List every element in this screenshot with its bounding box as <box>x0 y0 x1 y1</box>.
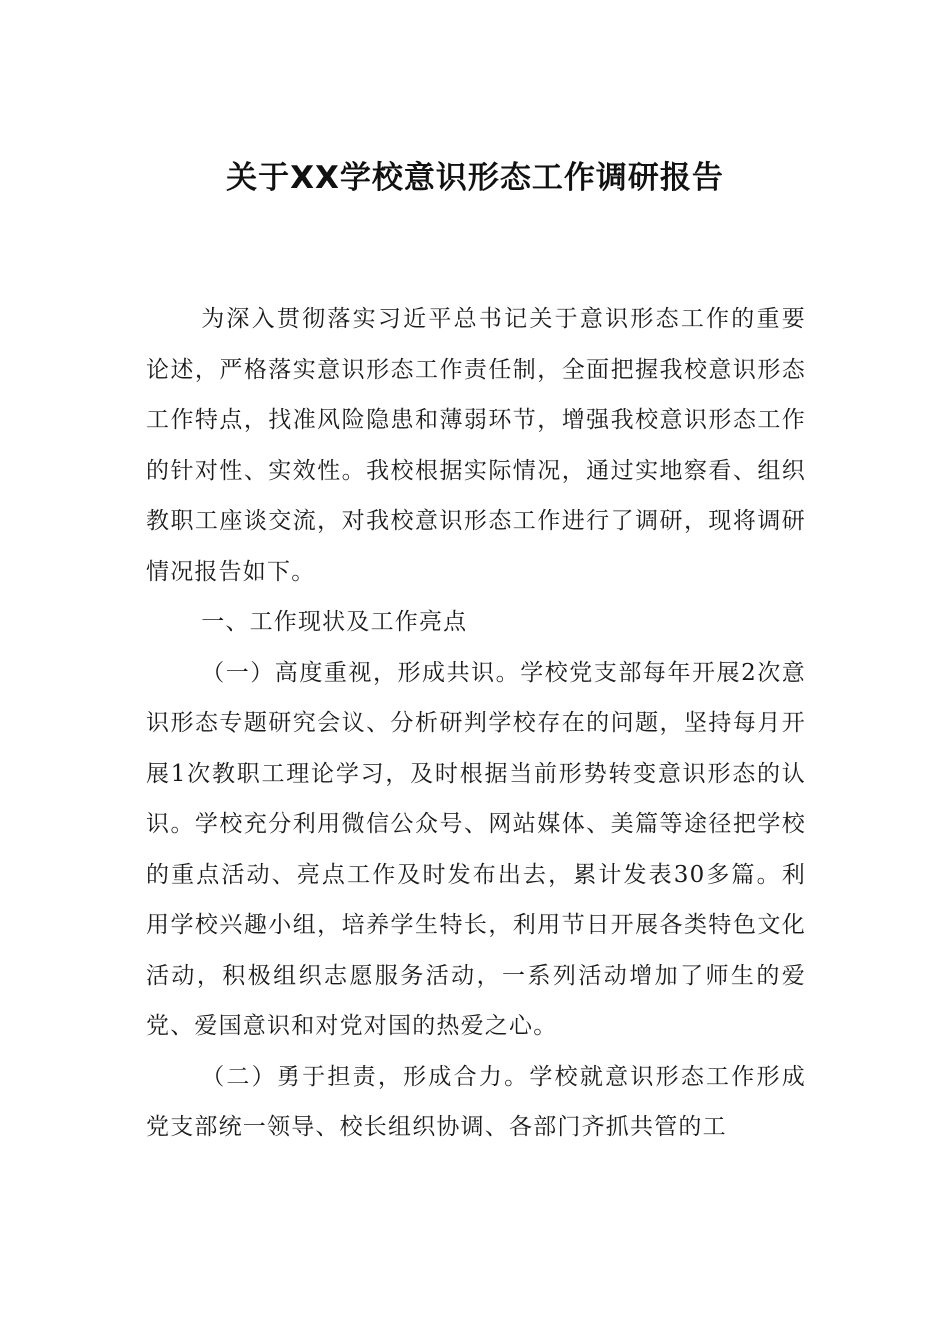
section-heading: 一、工作现状及工作亮点 <box>201 609 468 635</box>
subsection-paragraph-1: （一）高度重视，形成共识。学校党支部每年开展2次意识形态专题研究会议、分析研判学校存在的问题，坚持每月开展1次教职工理论学习，及时根据当前形势转变意识形态的认识。学校充分利用微信公众号、网站媒体、美篇等途径把学校的重点活动、亮点工作及时发布出去，累计发表30多篇。利用学校兴趣小组，培养学生特长，利用节日开展各类特色文化活动，积极组织志愿服务活动，一系列活动增加了师生的爱党、爱国意识和对党对国的热爱之心。 <box>146 659 806 1039</box>
document-body <box>146 294 806 1153</box>
intro-paragraph: 为深入贯彻落实习近平总书记关于意识形态工作的重要论述，严格落实意识形态工作责任制，全面把握我校意识形态工作特点，找准风险隐患和薄弱环节，增强我校意识形态工作的针对性、实效性。我校根据实际情况，通过实地察看、组织教职工座谈交流，对我校意识形态工作进行了调研，现将调研情况报告如下。 <box>146 306 806 585</box>
subsection-paragraph-2: （二）勇于担责，形成合力。学校就意识形态工作形成党支部统一领导、校长组织协调、各部门齐抓共管的工 <box>146 1063 806 1140</box>
document-title: 关于XX学校意识形态工作调研报告 <box>226 160 724 196</box>
